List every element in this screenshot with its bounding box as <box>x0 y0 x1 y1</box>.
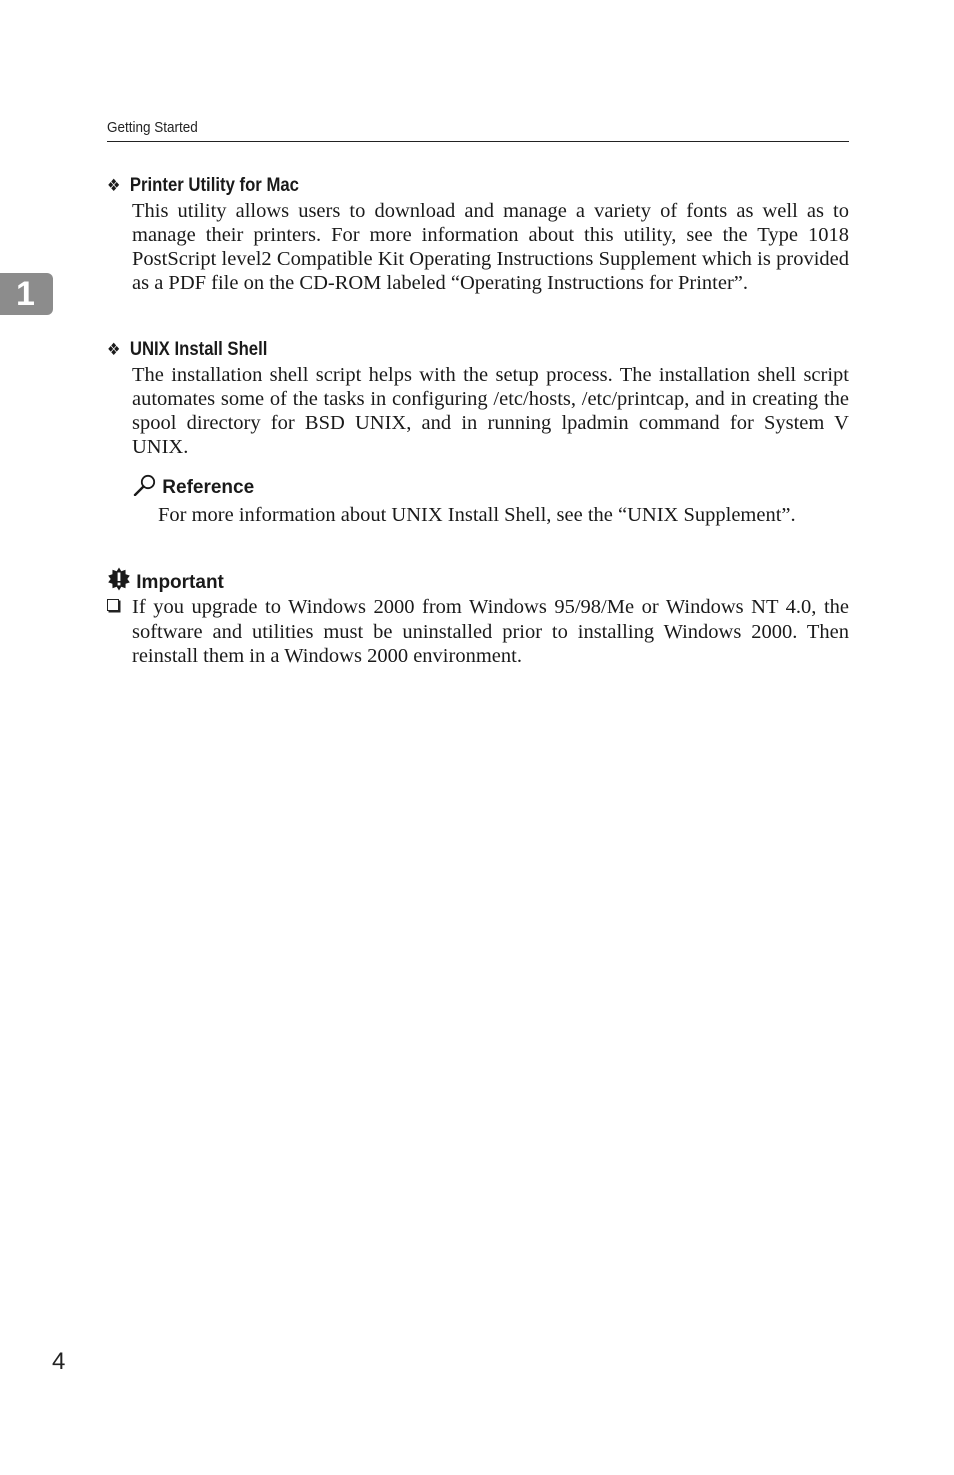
section-body-printer-utility: This utility allows users to download and manage a variety of fonts as well as to manage their printers. For more information about this utility, see the Type 1018 PostScript level2 Compatible Kit Operating Instructions Supplement which is provided as a PDF file on the CD-ROM labeled “Operating Instructions for Printer”. <box>132 200 849 294</box>
running-header: Getting Started <box>107 119 198 136</box>
section-heading-unix-install-shell <box>107 338 267 362</box>
important-seal-icon <box>107 572 136 593</box>
section-title: UNIX Install Shell <box>129 339 268 360</box>
section-body-unix-install-shell: The installation shell script helps with the setup process. The installation shell script automates some of the tasks in configuring /etc/hosts, /etc/printcap, and in creating the spool directory for BSD UNIX, and in running lpadmin command for System V UNIX. <box>132 364 849 458</box>
page-number: 4 <box>52 1348 66 1375</box>
reference-text: For more information about UNIX Install Shell, see the “UNIX Supplement”. <box>158 504 796 526</box>
important-label: Important <box>136 572 224 593</box>
section-heading-printer-utility <box>107 174 299 198</box>
reference-label: Reference <box>162 477 255 498</box>
chapter-tab: 1 <box>0 273 53 315</box>
diamond-bullet-icon: ❖ <box>107 176 121 195</box>
section-title: Printer Utility for Mac <box>129 175 299 196</box>
header-rule <box>107 141 849 142</box>
checkbox-bullet-icon <box>107 599 119 611</box>
diamond-bullet-icon: ❖ <box>107 340 121 359</box>
magnifier-icon <box>133 477 162 498</box>
important-item: If you upgrade to Windows 2000 from Windows 95/98/Me or Windows NT 4.0, the software and utilities must be uninstalled prior to installing Windows 2000. Then reinstall them in a Windows 2000 environment. <box>132 596 849 667</box>
reference-heading <box>133 474 254 501</box>
important-heading <box>107 567 224 596</box>
